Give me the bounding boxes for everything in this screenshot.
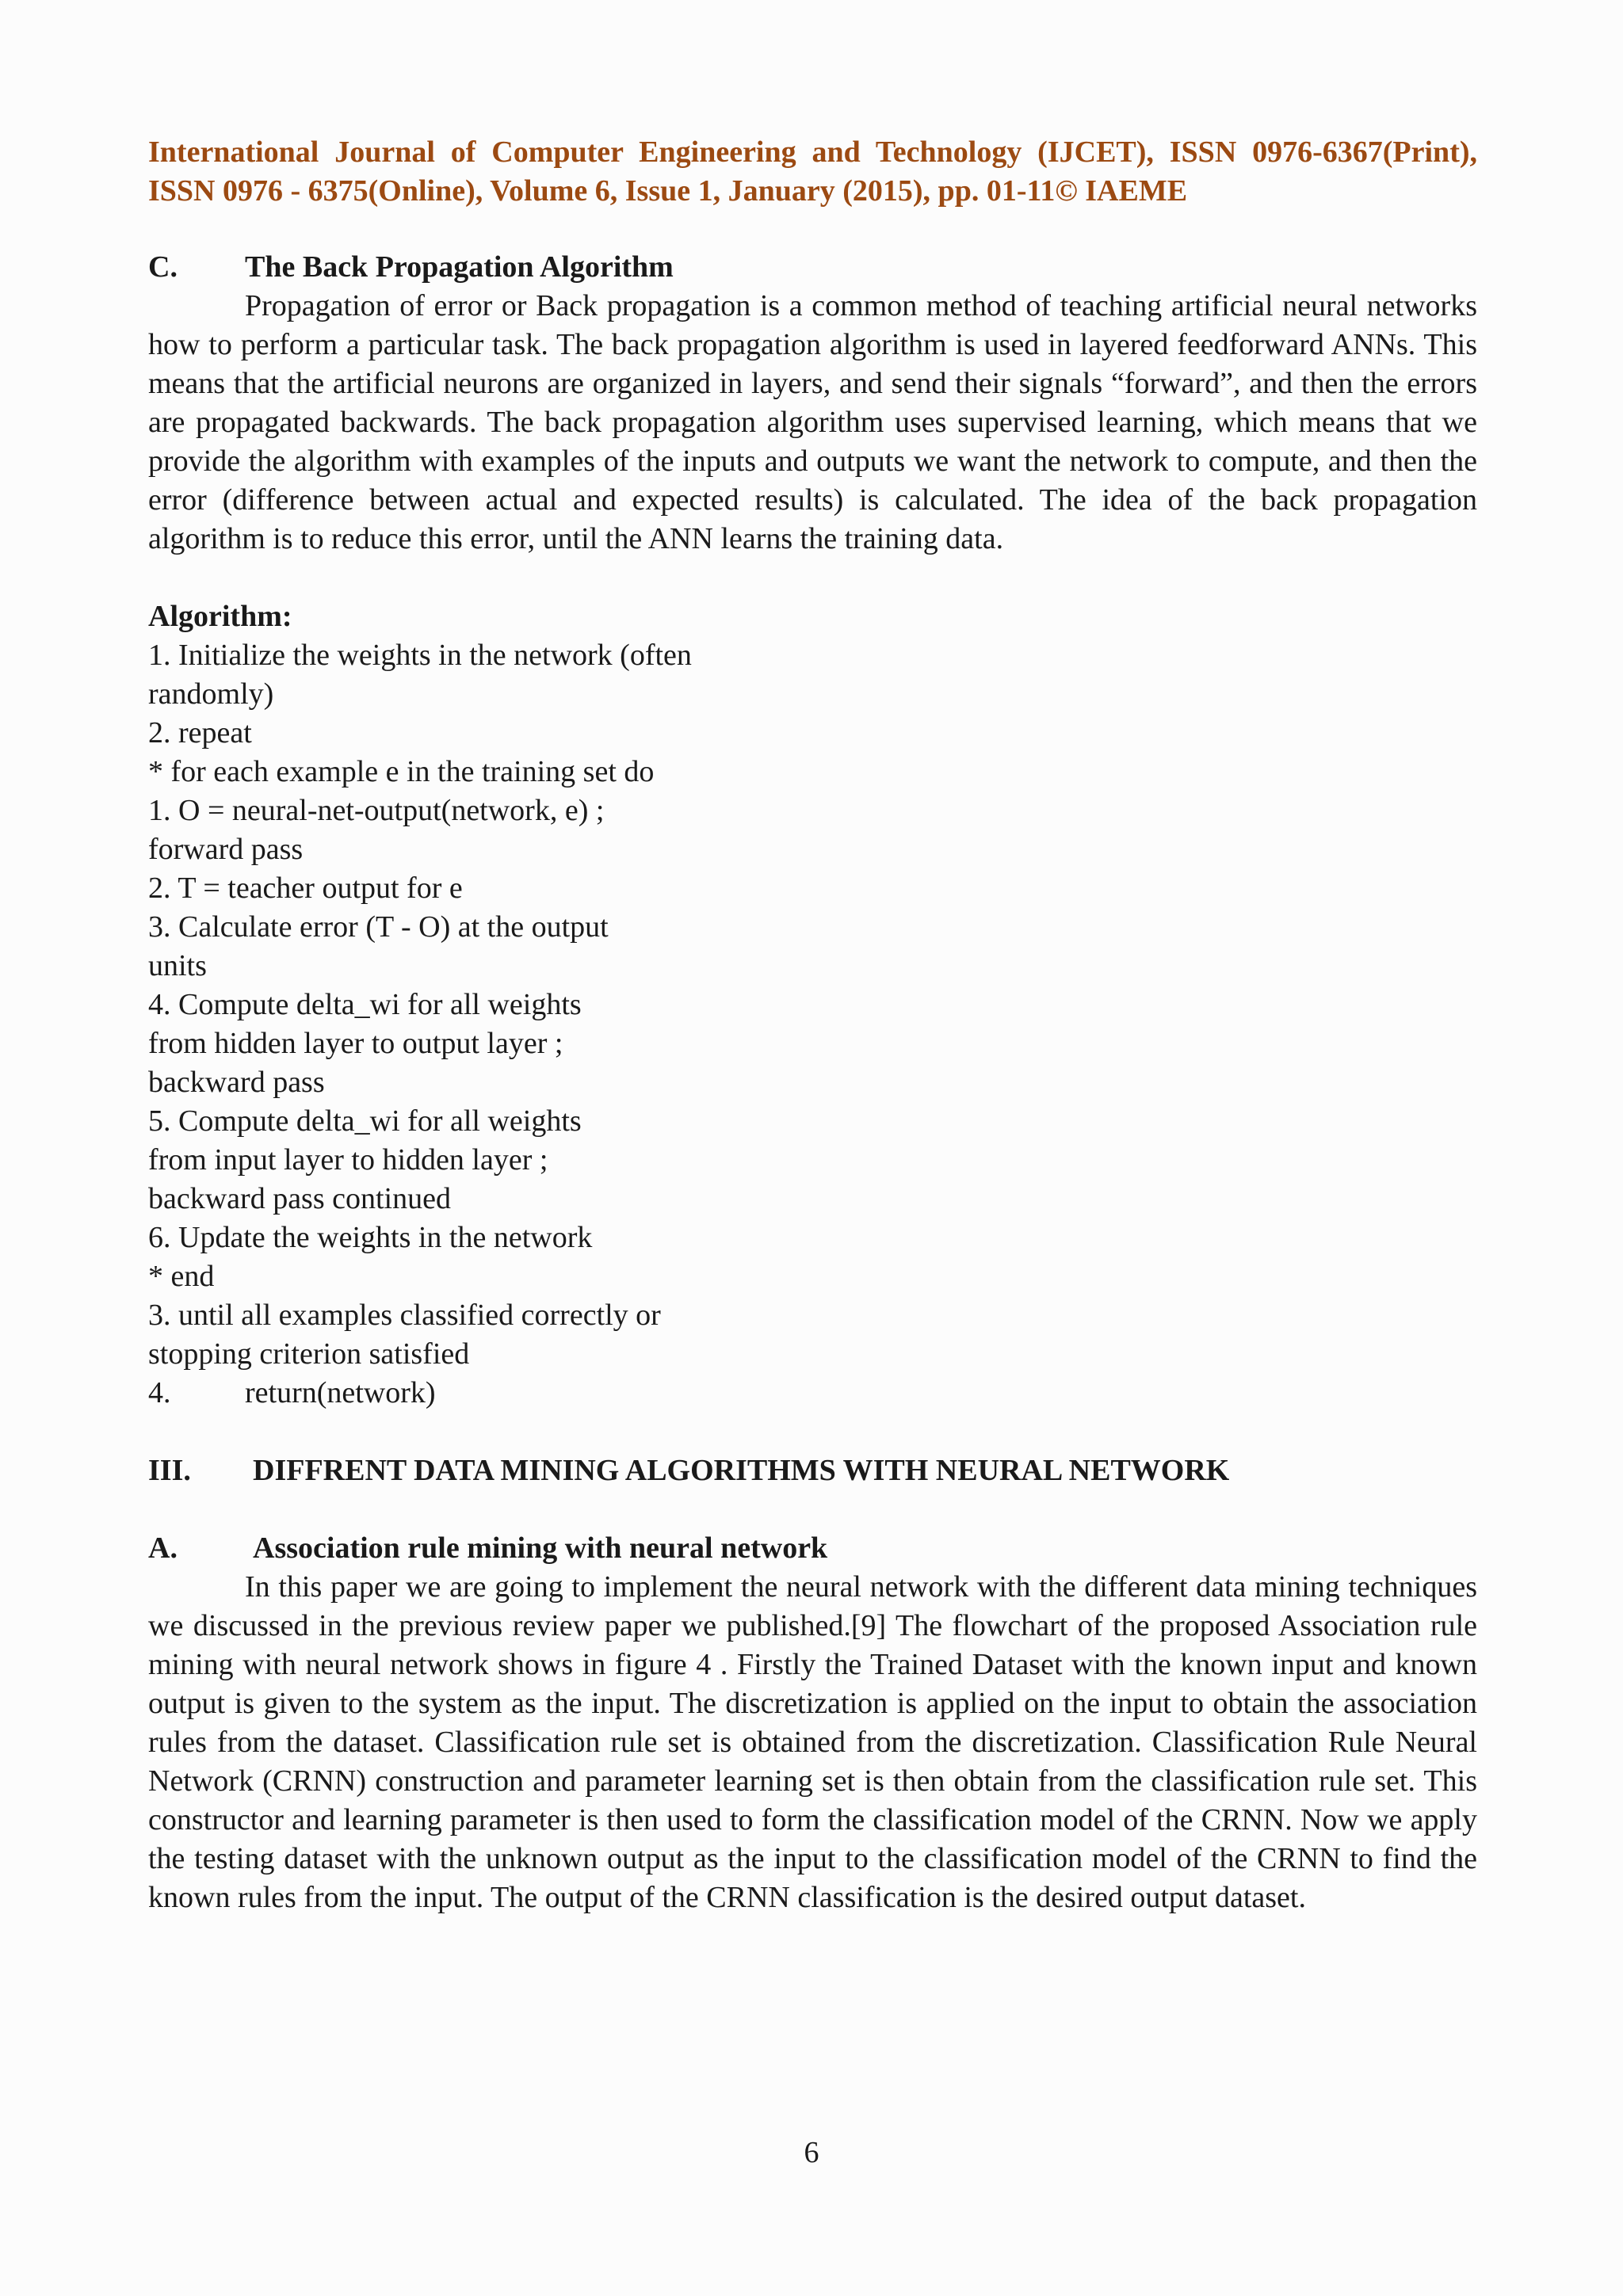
- journal-header-line-1: International Journal of Computer Engineering and Technology (IJCET), ISSN 0976-6367(Print),: [148, 135, 1477, 169]
- section-iii-heading: [148, 1451, 1477, 1490]
- section-c-number: C.: [148, 250, 178, 284]
- algorithm-step-line: forward pass: [148, 833, 304, 866]
- section-iii-title: DIFFRENT DATA MINING ALGORITHMS WITH NEURAL NETWORK: [253, 1454, 1230, 1487]
- algorithm-step-line: from hidden layer to output layer ;: [148, 1027, 563, 1060]
- algorithm-step-last: [148, 1374, 1477, 1413]
- algorithm-step-line: backward pass continued: [148, 1182, 451, 1215]
- algorithm-step-line: 2. repeat: [148, 716, 252, 749]
- section-a-paragraph: In this paper we are going to implement the neural network with the different data mining techniques we discussed in the previous review paper we published.[9] The flowchart of the proposed Association rule mining with neural network shows in figure 4 . Firstly the Trained Dataset with the known input and known output is given to the system as the input. The discretization is applied on the input to obtain the association rules from the dataset. Classification rule set is obtained from the discretization. Classification Rule Neural Network (CRNN) construction and parameter learning set is then obtain from the classification rule set. This constructor and learning parameter is then used to form the classification model of the CRNN. Now we apply the testing dataset with the unknown output as the input to the classification model of the CRNN to find the known rules from the input. The output of the CRNN classification is the desired output dataset.: [148, 1570, 1477, 1914]
- page-number: 6: [804, 2136, 819, 2169]
- algorithm-step-last-text: return(network): [245, 1376, 436, 1409]
- section-c-title: The Back Propagation Algorithm: [245, 250, 674, 284]
- algorithm-steps: [148, 636, 1477, 1374]
- section-c-paragraph: Propagation of error or Back propagation is a common method of teaching artificial neural networks how to perform a particular task. The back propagation algorithm is used in layered feedforward ANNs. This means that the artificial neurons are organized in layers, and send their signals “forward”, and then the errors are propagated backwards. The back propagation algorithm uses supervised learning, which means that we provide the algorithm with examples of the inputs and outputs we want the network to compute, and then the error (difference between actual and expected results) is calculated. The idea of the back propagation algorithm is to reduce this error, until the ANN learns the training data.: [148, 289, 1477, 555]
- algorithm-step-line: 3. until all examples classified correctly or: [148, 1299, 661, 1332]
- algorithm-step-line: 3. Calculate error (T - O) at the output: [148, 910, 609, 944]
- algorithm-step-line: * end: [148, 1260, 215, 1293]
- journal-header-line-2: ISSN 0976 - 6375(Online), Volume 6, Issue 1, January (2015), pp. 01-11© IAEME: [148, 174, 1188, 208]
- page-content: [148, 133, 1477, 1917]
- algorithm-step-line: from input layer to hidden layer ;: [148, 1143, 548, 1177]
- section-a-heading: [148, 1529, 1477, 1568]
- algorithm-step-line: randomly): [148, 677, 274, 711]
- algorithm-title: Algorithm:: [148, 600, 292, 633]
- section-a-title: Association rule mining with neural network: [253, 1531, 828, 1565]
- algorithm-step-line: * for each example e in the training set do: [148, 755, 655, 788]
- algorithm-step-line: 1. O = neural-net-output(network, e) ;: [148, 794, 605, 827]
- section-a-number: A.: [148, 1531, 178, 1565]
- algorithm-step-line: 6. Update the weights in the network: [148, 1221, 593, 1254]
- section-iii-number: III.: [148, 1454, 191, 1487]
- algorithm-step-line: stopping criterion satisfied: [148, 1337, 470, 1371]
- algorithm-step-line: 4. Compute delta_wi for all weights: [148, 988, 582, 1021]
- algorithm-step-line: 5. Compute delta_wi for all weights: [148, 1104, 582, 1138]
- algorithm-step-line: 1. Initialize the weights in the network (often: [148, 639, 692, 672]
- algorithm-step-line: backward pass: [148, 1066, 325, 1099]
- algorithm-step-line: 2. T = teacher output for e: [148, 871, 463, 905]
- journal-header: [148, 133, 1477, 211]
- algorithm-step-line: units: [148, 949, 207, 982]
- section-c-heading: [148, 248, 1477, 287]
- algorithm-step-last-number: 4.: [148, 1376, 171, 1409]
